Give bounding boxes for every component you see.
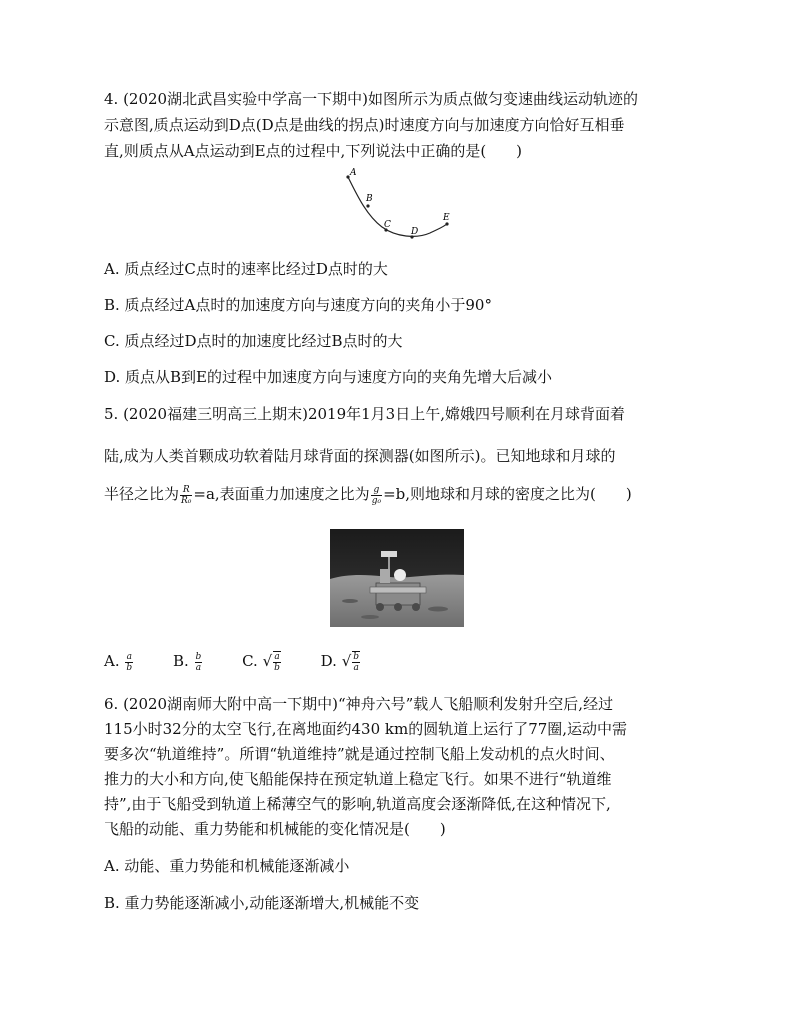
q5-choice-d-den: a <box>353 663 359 673</box>
q6-option-a: A. 动能、重力势能和机械能逐渐减小 <box>104 857 350 875</box>
q5-choice-c-den: b <box>274 663 280 673</box>
ratio-radius-fraction <box>180 485 192 506</box>
q4-option-b: B. 质点经过A点时的加速度方向与速度方向的夹角小于90° <box>104 296 492 314</box>
q5-choice-a-num: a <box>126 651 132 662</box>
q6-stem-line-4: 推力的大小和方向,使飞船能保持在预定轨道上稳定飞行。如果不进行“轨道维 <box>104 770 612 788</box>
q5-choice-d-sqrt: √ $\frac{b}{a}$ <box>341 652 360 673</box>
q6-stem-line-2: 115小时32分的太空飞行,在离地面约430 km的圆轨道上运行了77圈,运动中需 <box>104 720 628 738</box>
q4-option-a: A. 质点经过C点时的速率比经过D点时的大 <box>104 260 388 278</box>
q4-option-d: D. 质点从B到E的过程中加速度方向与速度方向的夹角先增大后减小 <box>104 368 553 386</box>
q5-choice-b-den: a <box>195 662 202 673</box>
label-e: E <box>443 213 450 223</box>
q5-stem-line-3-mid: =a,表面重力加速度之比为 <box>193 485 370 503</box>
q5-choice-b-num: b <box>195 651 202 662</box>
q6-stem-line-3: 要多次“轨道维持”。所谓“轨道维持”就是通过控制飞船上发动机的点火时间、 <box>104 745 615 763</box>
q5-choice-a-den: b <box>126 662 133 673</box>
q5-choice-a-label: A. <box>104 652 120 670</box>
q6-stem-line-5: 持”,由于飞船受到轨道上稀薄空气的影响,轨道高度会逐渐降低,在这种情况下, <box>104 795 611 813</box>
q5-choice-b-label: B. <box>172 652 189 670</box>
q5-choice-b-fraction <box>195 652 203 673</box>
q4-stem-line-2: 示意图,质点运动到D点(D点是曲线的拐点)时速度方向与加速度方向恰好互相垂 <box>104 116 625 134</box>
q6-option-b: B. 重力势能逐渐减小,动能逐渐增大,机械能不变 <box>104 894 420 912</box>
label-b: B <box>366 194 373 204</box>
q6-stem-line-6: 飞船的动能、重力势能和机械能的变化情况是( ) <box>104 820 446 838</box>
q5-stem-line-2: 陆,成为人类首颗成功软着陆月球背面的探测器(如图所示)。已知地球和月球的 <box>104 447 616 465</box>
q5-choice-d-num: b <box>353 652 360 662</box>
q5-choice-d-label: D. <box>320 652 337 670</box>
ratio-gravity-denominator: g₀ <box>371 495 382 506</box>
ratio-radius-denominator: R₀ <box>181 495 192 506</box>
trajectory-curve <box>348 177 448 236</box>
label-a: A <box>350 168 357 178</box>
q5-choice-d-fraction <box>352 651 360 673</box>
q5-choice-d <box>321 651 361 673</box>
q5-choice-c-num: a <box>274 652 280 662</box>
q5-choice-c <box>242 651 282 673</box>
q4-stem-line-1: 4. (2020湖北武昌实验中学高一下期中)如图所示为质点做匀变速曲线运动轨迹的 <box>104 90 638 108</box>
ratio-gravity-numerator: g <box>371 485 382 496</box>
q5-choices <box>104 651 395 673</box>
q6-stem-line-1: 6. (2020湖南师大附中高一下期中)“神舟六号”载人飞船顺利发射升空后,经过 <box>104 695 614 713</box>
q5-stem-line-3 <box>104 484 632 506</box>
point-b <box>366 204 369 207</box>
q5-choice-a <box>104 651 134 673</box>
lunar-rover-photo <box>330 529 464 627</box>
q5-choice-b <box>173 651 203 673</box>
q5-choice-c-fraction <box>273 651 281 673</box>
q5-choice-c-sqrt: √ $\frac{a}{b}$ <box>262 652 280 673</box>
q4-stem-line-3: 直,则质点从A点运动到E点的过程中,下列说法中正确的是( ) <box>104 142 523 160</box>
q5-stem-line-3-post: =b,则地球和月球的密度之比为( ) <box>383 485 632 503</box>
q4-trajectory-diagram <box>330 165 470 245</box>
label-d: D <box>411 227 419 237</box>
q5-choice-c-label: C. <box>242 652 258 670</box>
ratio-gravity-fraction <box>371 485 382 506</box>
q5-stem-line-1: 5. (2020福建三明高三上期末)2019年1月3日上午,嫦娥四号顺利在月球背面着 <box>104 405 625 423</box>
ratio-radius-numerator: R <box>180 485 192 496</box>
q5-choice-a-fraction <box>125 652 133 673</box>
q5-stem-line-3-pre: 半径之比为 <box>104 485 180 503</box>
label-c: C <box>384 220 391 230</box>
q4-option-c: C. 质点经过D点时的加速度比经过B点时的大 <box>104 332 403 350</box>
